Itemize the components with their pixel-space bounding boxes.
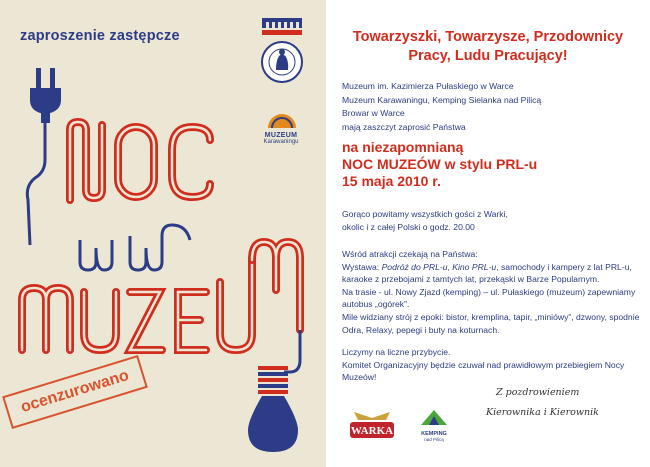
exhibit-separator: , [447, 261, 453, 272]
warka-logo [348, 410, 396, 444]
kemping-logo-sub: nad Pilicą [424, 437, 444, 442]
closing-line: Liczymy na liczne przybycie. [342, 347, 451, 357]
event-line: na niezapomnianą [342, 139, 464, 155]
organizer-line: Muzeum Karawaningu, Kemping Sielanka nad Pilicą [342, 94, 542, 105]
exhibit-rest: , samochody i kampery z lat PRL-u, karaoke z przebojami z tamtych lat, przekąski w Barze Popularnym. [342, 261, 632, 285]
attractions-bus: Na trasie - ul. Nowy Zjazd (kemping) – ul. Pułaskiego (muzeum) zapewniamy autobus „ogórek”. [342, 286, 636, 310]
event-title [342, 139, 642, 189]
closing-text [342, 346, 638, 384]
signature-line: Z pozdrowieniem [496, 387, 580, 398]
w-lettering [80, 225, 190, 270]
organizer-line: Muzeum im. Kazimierza Pułaskiego w Warce [342, 81, 514, 91]
museum-karawaningu-logo [258, 130, 304, 145]
closing-line: Komitet Organizacyjny będzie czuwał nad prawidłowym przebiegiem Nocy Muzeów! [342, 359, 625, 383]
welcome-line: okolic i z całej Polski o godz. 20.00 [342, 222, 475, 232]
headline [326, 28, 650, 66]
crest-seal-icon [262, 18, 302, 82]
headline-line: Pracy, Ludu Pracujący! [408, 48, 568, 64]
signature-line: Kierownika i Kierownik [486, 407, 599, 418]
attractions-dress: Mile widziany strój z epoki: bistor, kremplina, tapir, „miniówy”, dzwony, spodnie Odra, Relaxy, pepegi i buty na koturnach. [342, 311, 640, 335]
poster-subtitle: zaproszenie zastępcze [20, 28, 180, 44]
organizer-line: mają zaszczyt zaprosić Państwa [342, 121, 466, 132]
event-line: NOC MUZEÓW w stylu PRL-u [342, 155, 538, 172]
signature [486, 383, 636, 423]
censored-stamp: ocenzurowano [2, 355, 148, 429]
headline-line: Towarzyszki, Towarzysze, Przodownicy [352, 29, 624, 45]
museum-logo-line1: MUZEUM [264, 132, 298, 139]
welcome-text [342, 208, 642, 234]
noc-lettering [70, 122, 210, 200]
attractions-intro: Wśród atrakcji czekają na Państwa: [342, 249, 478, 259]
light-bulb-icon [248, 366, 298, 452]
tent-icon [419, 408, 449, 426]
invitation-text-panel [326, 0, 650, 467]
exhibit-prefix: Wystawa: [342, 261, 382, 272]
exhibit-title-2: Kino PRL-u [452, 261, 497, 272]
museum-karawaningu-logo-icon [268, 114, 296, 128]
exhibit-title-1: Podróż do PRL-u [381, 261, 448, 272]
kemping-logo-text: KEMPING [421, 431, 447, 437]
event-date: 15 maja 2010 r. [342, 172, 441, 189]
warka-logo-text: WARKA [350, 425, 394, 437]
museum-logo-line2: Karawaningu [263, 139, 299, 145]
organizers [342, 80, 642, 134]
kemping-logo [416, 408, 452, 442]
attractions-exhibit [342, 261, 642, 286]
organizer-line: Browar w Warce [342, 108, 405, 118]
attractions [342, 248, 642, 336]
welcome-line: Gorąco powitamy wszystkich gości z Warki, [342, 209, 508, 219]
plug-icon [30, 68, 61, 123]
